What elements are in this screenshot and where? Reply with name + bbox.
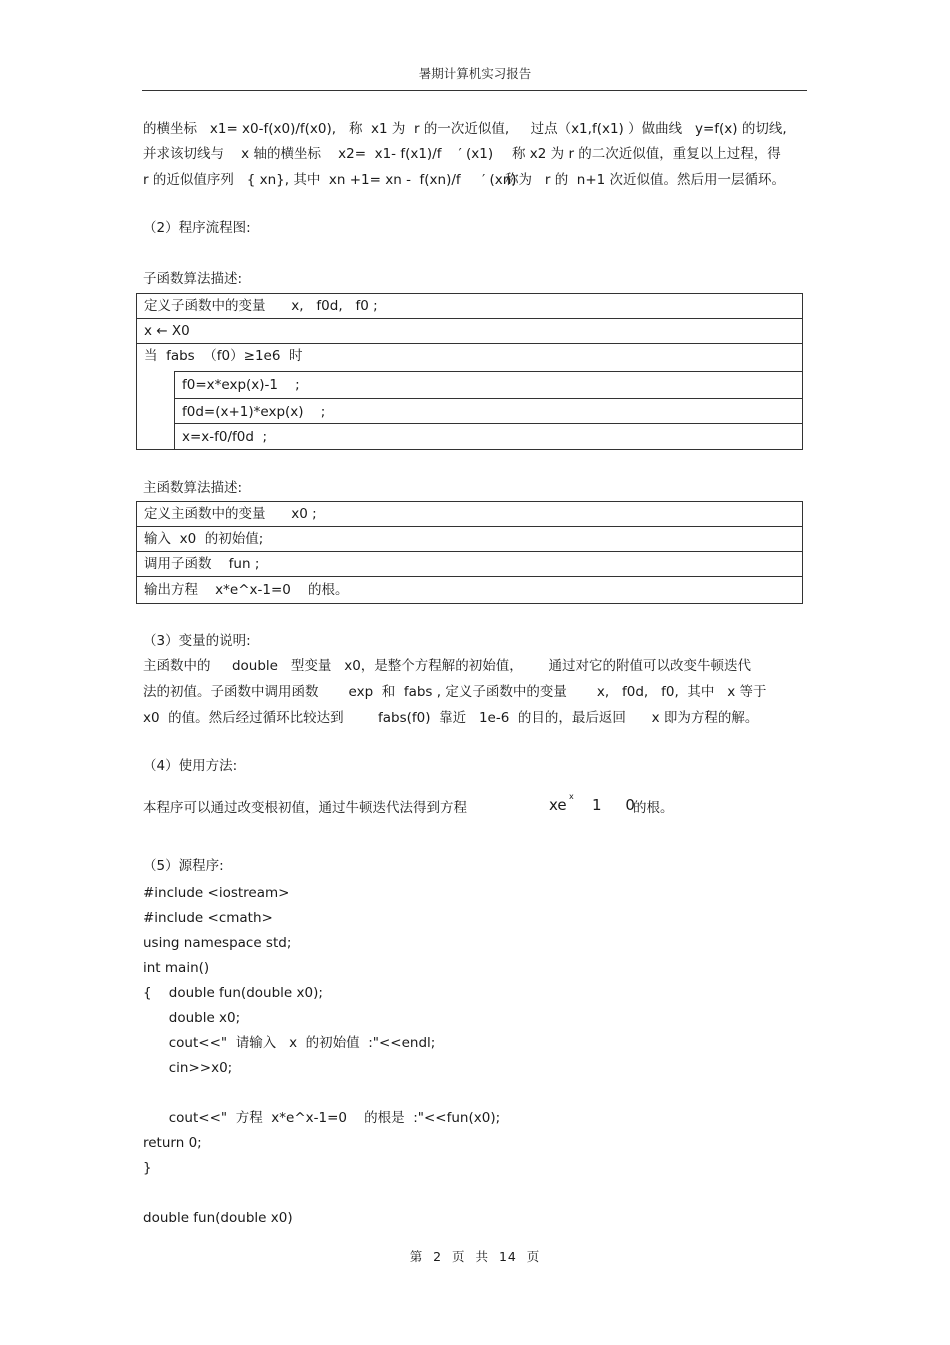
intro-line-2: 并求该切线与 x 轴的横坐标 x2= x1- f(x1)/f ′ (x1) — [143, 146, 494, 162]
code-line: double fun(double x0) — [143, 1210, 293, 1226]
var-desc-line-3: x0 的值。然后经过循环比较达到 fabs(f0) 靠近 1e-6 的目的，最后返回 x 即为方程的解。 — [143, 710, 759, 726]
main-row-output — [136, 576, 803, 604]
usage-equation-rest: 1 0 — [592, 796, 635, 814]
sub-row-assign — [136, 318, 803, 344]
loop-body-3-text: x=x-f0/f0d ; — [182, 429, 268, 445]
sub-function-table — [136, 293, 803, 450]
code-line: #include <iostream> — [143, 885, 290, 901]
usage-equation-exponent: x — [569, 792, 574, 801]
main-row-input — [136, 526, 803, 552]
code-line: } — [143, 1160, 152, 1176]
usage-suffix: 的根。 — [633, 800, 674, 816]
section-source: （5）源程序: — [143, 858, 224, 874]
sub-row-loop-text: 当 fabs （f0）≥1e6 时 — [144, 348, 303, 364]
var-desc-line-2: 法的初值。子函数中调用函数 exp 和 fabs , 定义子函数中的变量 x, f0d, f0, 其中 x 等于 — [143, 684, 767, 700]
loop-body-2 — [174, 398, 802, 424]
var-desc-line-1: 主函数中的 double 型变量 x0，是整个方程解的初始值， 通过对它的附值可以改变牛顿迭代 — [143, 658, 752, 674]
sub-row-assign-text: x ← X0 — [144, 323, 190, 339]
page-footer: 第 2 页 共 14 页 — [409, 1249, 541, 1264]
main-row-declare-text: 定义主函数中的变量 x0 ; — [144, 506, 317, 522]
main-algo-heading: 主函数算法描述: — [143, 480, 243, 496]
usage-equation-base: xe — [549, 796, 567, 814]
code-line: { double fun(double x0); — [143, 985, 323, 1001]
intro-line-3b: 称为 r 的 n+1 次近似值。然后用一层循环。 — [505, 172, 786, 188]
code-line: int main() — [143, 960, 210, 976]
loop-body-1 — [174, 371, 802, 399]
code-line: cin>>x0; — [143, 1060, 233, 1076]
page-header: 暑期计算机实习报告 — [418, 66, 532, 81]
section-usage: （4）使用方法: — [143, 758, 238, 774]
main-row-input-text: 输入 x0 的初始值; — [144, 531, 264, 547]
sub-row-declare-text: 定义子函数中的变量 x, f0d, f0 ; — [144, 298, 378, 314]
section-flowchart: （2）程序流程图: — [143, 220, 251, 236]
main-function-table — [136, 501, 803, 604]
section-variables: （3）变量的说明: — [143, 633, 251, 649]
sub-algo-heading: 子函数算法描述: — [143, 271, 243, 287]
code-line: cout<<" 请输入 x 的初始值 :"<<endl; — [143, 1035, 436, 1051]
main-row-declare — [136, 501, 803, 527]
sub-row-loop — [136, 343, 803, 450]
loop-body-1-text: f0=x*exp(x)-1 ; — [182, 377, 300, 393]
usage-text: 本程序可以通过改变根初值，通过牛顿迭代法得到方程 — [143, 800, 467, 816]
intro-line-1: 的横坐标 x1= x0-f(x0)/f(x0), 称 x1 为 r 的一次近似值, 过点（x1,f(x1) ）做曲线 y=f(x) 的切线, — [143, 121, 787, 137]
header-rule — [142, 90, 807, 91]
code-line: double x0; — [143, 1010, 241, 1026]
code-line: #include <cmath> — [143, 910, 273, 926]
code-line: return 0; — [143, 1135, 202, 1151]
loop-body-3 — [174, 423, 802, 450]
sub-row-declare — [136, 293, 803, 319]
main-row-call — [136, 551, 803, 577]
intro-line-2b: 称 x2 为 r 的二次近似值，重复以上过程，得 — [512, 146, 781, 162]
intro-line-3: r 的近似值序列 { xn}, 其中 xn +1= xn - f(xn)/f ′ (xn) — [143, 172, 517, 188]
code-line: cout<<" 方程 x*e^x-1=0 的根是 :"<<fun(x0); — [143, 1110, 501, 1126]
main-row-output-text: 输出方程 x*e^x-1=0 的根。 — [144, 582, 349, 598]
main-row-call-text: 调用子函数 fun ; — [144, 556, 260, 572]
loop-body-2-text: f0d=(x+1)*exp(x) ; — [182, 404, 326, 420]
code-line: using namespace std; — [143, 935, 292, 951]
